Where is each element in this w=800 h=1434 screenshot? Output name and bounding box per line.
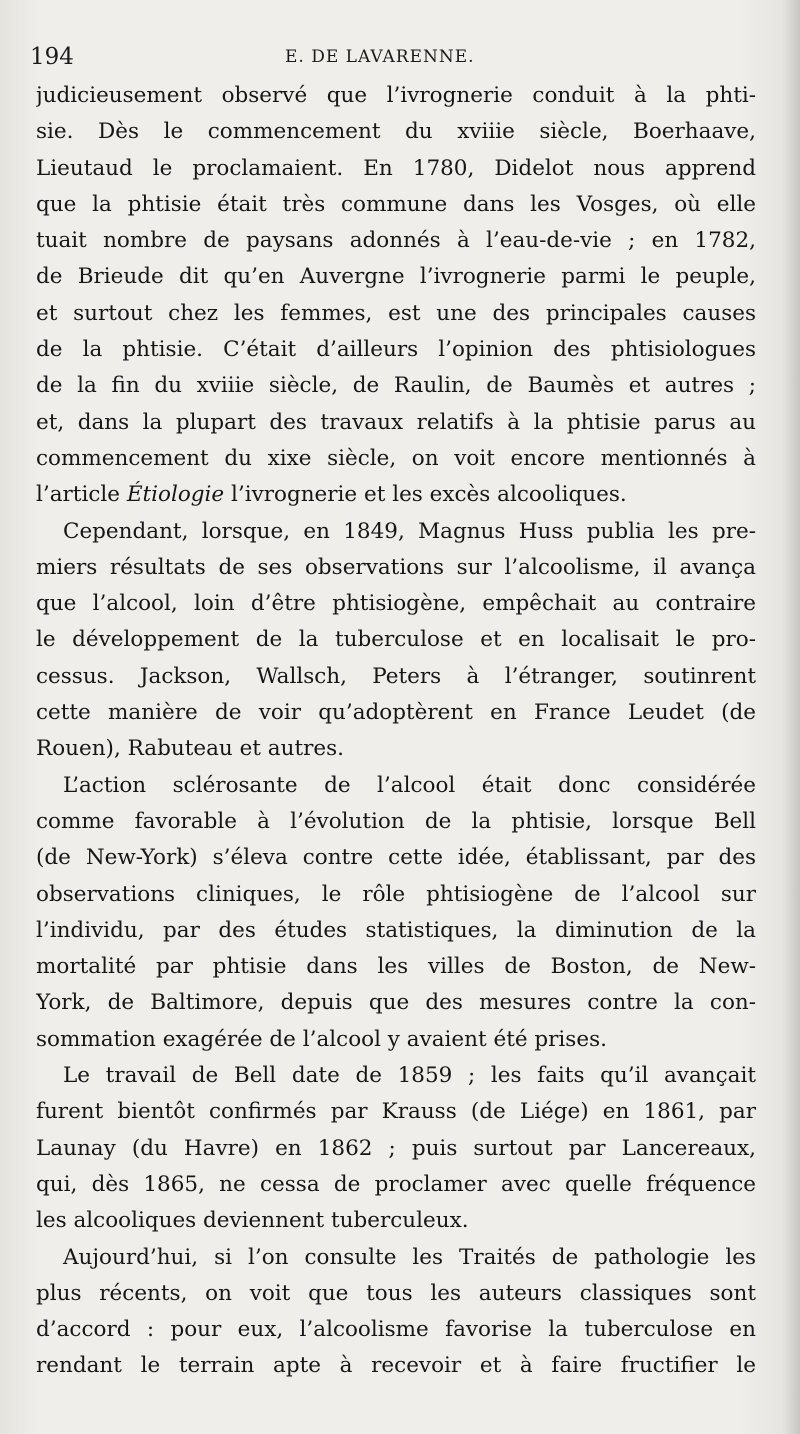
text-line: York, de Baltimore, depuis que des mesures contre la con- [36, 990, 756, 1016]
text-line: et surtout chez les femmes, est une des principales causes [36, 300, 756, 326]
text-line: que la phtisie était très commune dans les Vosges, où elle [36, 191, 756, 217]
text-line: Rouen), Rabuteau et autres. [36, 736, 344, 762]
text-line: de la phtisie. C’était d’ailleurs l’opinion des phtisiologues [36, 337, 756, 363]
text-line: tuait nombre de paysans adonnés à l’eau-de-vie ; en 1782, [36, 228, 756, 254]
text-line: Lieutaud le proclamaient. En 1780, Didelot nous apprend [36, 155, 756, 181]
text-line: sie. Dès le commencement du xviiie siècle, Boerhaave, [36, 119, 756, 145]
text-line: commencement du xixe siècle, on voit encore mentionnés à [36, 445, 756, 471]
text-line: sommation exagérée de l’alcool y avaient été prises. [36, 1026, 607, 1052]
text-line: miers résultats de ses observations sur l’alcoolisme, il avança [36, 554, 756, 580]
text-line: Le travail de Bell date de 1859 ; les faits qu’il avançait [63, 1063, 756, 1089]
text-line: rendant le terrain apte à recevoir et à faire fructifier le [36, 1353, 756, 1379]
italic-term: Étiologie [126, 482, 225, 508]
page-number: 194 [30, 44, 74, 70]
body-text [36, 78, 756, 1385]
running-title: E. DE LAVARENNE. [285, 47, 475, 67]
text-line: furent bientôt confirmés par Krauss (de Liége) en 1861, par [36, 1099, 756, 1125]
text-line: le développement de la tuberculose et en localisait le pro- [36, 627, 756, 653]
text-line-with-italic [36, 477, 756, 513]
text-line: cette manière de voir qu’adoptèrent en France Leudet (de [36, 700, 756, 726]
text-line: L’action sclérosante de l’alcool était donc considérée [63, 772, 756, 798]
text-line: judicieusement observé que l’ivrognerie conduit à la phti- [36, 83, 756, 108]
text-line: qui, dès 1865, ne cessa de proclamer avec quelle fréquence [36, 1171, 756, 1197]
text-run: l’ivrognerie et les excès alcooliques. [224, 482, 627, 508]
text-line: mortalité par phtisie dans les villes de Boston, de New- [36, 954, 756, 980]
text-line: l’individu, par des études statistiques, la diminution de la [36, 917, 756, 943]
page-header [30, 40, 770, 80]
text-line: cessus. Jackson, Wallsch, Peters à l’étranger, soutinrent [36, 663, 756, 689]
text-line: comme favorable à l’évolution de la phtisie, lorsque Bell [36, 808, 756, 834]
page-gutter-shadow [782, 0, 800, 1434]
text-line: Aujourd’hui, si l’on consulte les Traités de pathologie les [63, 1244, 756, 1270]
text-line: Launay (du Havre) en 1862 ; puis surtout par Lancereaux, [36, 1135, 756, 1161]
text-line: Cependant, lorsque, en 1849, Magnus Huss publia les pre- [63, 518, 756, 544]
text-run: l’article [36, 482, 127, 508]
text-line: plus récents, on voit que tous les auteurs classiques sont [36, 1280, 756, 1306]
text-line: et, dans la plupart des travaux relatifs à la phtisie parus au [36, 409, 756, 435]
text-line: de la fin du xviiie siècle, de Raulin, de Baumès et autres ; [36, 373, 756, 399]
text-line: observations cliniques, le rôle phtisiogène de l’alcool sur [36, 881, 756, 907]
text-line: (de New-York) s’éleva contre cette idée, établissant, par des [36, 845, 756, 871]
text-line: d’accord : pour eux, l’alcoolisme favorise la tuberculose en [36, 1317, 756, 1343]
text-line: les alcooliques deviennent tuberculeux. [36, 1208, 469, 1234]
text-line: de Brieude dit qu’en Auvergne l’ivrognerie parmi le peuple, [36, 264, 756, 290]
text-line: que l’alcool, loin d’être phtisiogène, empêchait au contraire [36, 591, 756, 617]
